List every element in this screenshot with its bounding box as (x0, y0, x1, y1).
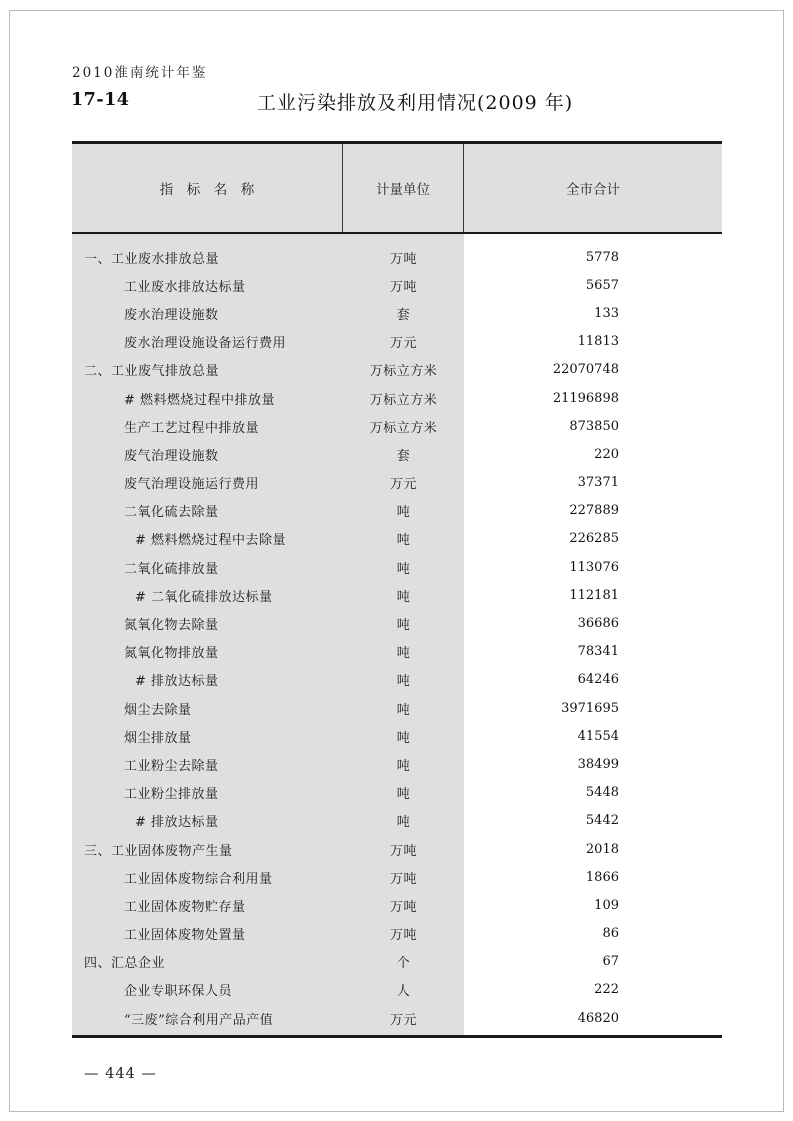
statistics-table (72, 141, 722, 1038)
column-header-total: 全市合计 (566, 182, 620, 198)
value-cell: 109 (594, 897, 619, 913)
indicator-cell: 二、工业废气排放总量 (84, 364, 220, 380)
indicator-cell: 工业固体废物贮存量 (124, 899, 246, 915)
indicator-cell: # 排放达标量 (135, 815, 219, 831)
table-header-row (72, 141, 722, 234)
unit-cell: 万标立方米 (369, 364, 438, 380)
indicator-cell: 工业粉尘排放量 (124, 787, 219, 803)
indicator-cell: 烟尘去除量 (124, 702, 192, 718)
unit-cell: 吨 (396, 702, 411, 718)
table-body (72, 234, 722, 1038)
unit-cell: 个 (396, 956, 411, 972)
table-row (72, 328, 722, 356)
value-cell: 11813 (577, 334, 619, 350)
table-row (72, 412, 722, 440)
indicator-cell: 氮氧化物去除量 (124, 618, 219, 634)
indicator-cell: 工业废水排放达标量 (124, 279, 246, 295)
value-cell: 22070748 (552, 362, 619, 378)
value-cell: 38499 (577, 756, 619, 772)
table-number: 17-14 (71, 90, 130, 110)
indicator-cell: # 排放达标量 (135, 674, 219, 690)
indicator-cell: # 燃料燃烧过程中排放量 (124, 392, 276, 408)
unit-cell: 万标立方米 (369, 392, 438, 408)
value-cell: 222 (594, 982, 619, 998)
unit-cell: 万吨 (389, 928, 417, 944)
value-cell: 3971695 (561, 700, 619, 716)
table-row (72, 299, 722, 327)
unit-cell: 吨 (396, 618, 411, 634)
indicator-cell: 二氧化硫去除量 (124, 505, 219, 521)
value-cell: 21196898 (552, 390, 619, 406)
table-row (72, 469, 722, 497)
table-row (72, 694, 722, 722)
column-header-unit: 计量单位 (343, 144, 464, 232)
value-cell: 5442 (585, 813, 619, 829)
unit-cell: 吨 (396, 646, 411, 662)
indicator-cell: 一、工业废水排放总量 (84, 251, 220, 267)
value-cell: 2018 (585, 841, 619, 857)
indicator-cell: # 二氧化硫排放达标量 (135, 589, 273, 605)
value-cell: 873850 (569, 418, 619, 434)
unit-cell: 万吨 (389, 843, 417, 859)
table-row (72, 497, 722, 525)
unit-cell: 万元 (389, 477, 417, 493)
value-cell: 1866 (585, 869, 619, 885)
indicator-cell: # 燃料燃烧过程中去除量 (135, 533, 287, 549)
unit-cell: 万吨 (389, 899, 417, 915)
indicator-cell: “三废”综合利用产品产值 (124, 1012, 274, 1028)
unit-cell: 套 (396, 448, 411, 464)
value-cell: 226285 (569, 531, 619, 547)
indicator-cell: 废水治理设施设备运行费用 (124, 336, 287, 352)
table-row (72, 891, 722, 919)
yearbook-title: 2010淮南统计年鉴 (72, 65, 208, 81)
table-row (72, 863, 722, 891)
table-row (72, 1004, 722, 1032)
unit-cell: 万吨 (389, 871, 417, 887)
value-cell: 41554 (577, 728, 619, 744)
unit-cell: 套 (396, 307, 411, 323)
table-row (72, 750, 722, 778)
table-row (72, 920, 722, 948)
value-cell: 112181 (569, 587, 619, 603)
unit-cell: 吨 (396, 674, 411, 690)
value-cell: 227889 (569, 503, 619, 519)
indicator-cell: 二氧化硫排放量 (124, 561, 219, 577)
indicator-cell: 废气治理设施数 (124, 448, 219, 464)
value-cell: 113076 (569, 559, 619, 575)
table-row (72, 779, 722, 807)
unit-cell: 吨 (396, 505, 411, 521)
indicator-cell: 三、工业固体废物产生量 (84, 843, 233, 859)
page-number: — 444 — (84, 1066, 157, 1082)
value-cell: 67 (602, 954, 619, 970)
unit-cell: 吨 (396, 787, 411, 803)
value-cell: 36686 (577, 616, 619, 632)
indicator-cell: 工业固体废物处置量 (124, 928, 246, 944)
value-cell: 133 (594, 305, 619, 321)
unit-cell: 万标立方米 (369, 420, 438, 436)
value-cell: 5657 (585, 277, 619, 293)
table-row (72, 835, 722, 863)
indicator-cell: 企业专职环保人员 (124, 984, 233, 1000)
table-row (72, 581, 722, 609)
unit-cell: 吨 (396, 758, 411, 774)
indicator-cell: 烟尘排放量 (124, 730, 192, 746)
table-row (72, 948, 722, 976)
value-cell: 37371 (577, 475, 619, 491)
table-row (72, 976, 722, 1004)
table-row (72, 440, 722, 468)
indicator-cell: 四、汇总企业 (84, 956, 166, 972)
column-header-indicator: 指 标 名 称 (72, 144, 343, 232)
value-cell: 78341 (577, 644, 619, 660)
table-row (72, 271, 722, 299)
value-cell: 64246 (577, 672, 619, 688)
indicator-cell: 氮氧化物排放量 (124, 646, 219, 662)
unit-cell: 万吨 (389, 279, 417, 295)
table-row (72, 638, 722, 666)
table-row (72, 525, 722, 553)
unit-cell: 吨 (396, 533, 411, 549)
table-row (72, 666, 722, 694)
indicator-cell: 工业固体废物综合利用量 (124, 871, 273, 887)
value-cell: 86 (602, 926, 619, 942)
table-row (72, 807, 722, 835)
unit-cell: 万吨 (389, 251, 417, 267)
unit-cell: 万元 (389, 1012, 417, 1028)
value-cell: 5778 (585, 249, 619, 265)
table-row (72, 722, 722, 750)
page-title: 工业污染排放及利用情况(2009 年) (257, 92, 574, 114)
unit-cell: 吨 (396, 815, 411, 831)
table-row (72, 243, 722, 271)
unit-cell: 吨 (396, 561, 411, 577)
unit-cell: 万元 (389, 336, 417, 352)
table-row (72, 553, 722, 581)
table-row (72, 609, 722, 637)
table-row (72, 384, 722, 412)
value-cell: 5448 (585, 785, 619, 801)
table-row (72, 356, 722, 384)
indicator-cell: 废水治理设施数 (124, 307, 219, 323)
indicator-cell: 工业粉尘去除量 (124, 758, 219, 774)
value-cell: 46820 (577, 1010, 619, 1026)
indicator-cell: 生产工艺过程中排放量 (124, 420, 260, 436)
unit-cell: 人 (396, 984, 411, 1000)
unit-cell: 吨 (396, 730, 411, 746)
indicator-cell: 废气治理设施运行费用 (124, 477, 260, 493)
unit-cell: 吨 (396, 589, 411, 605)
value-cell: 220 (594, 446, 619, 462)
